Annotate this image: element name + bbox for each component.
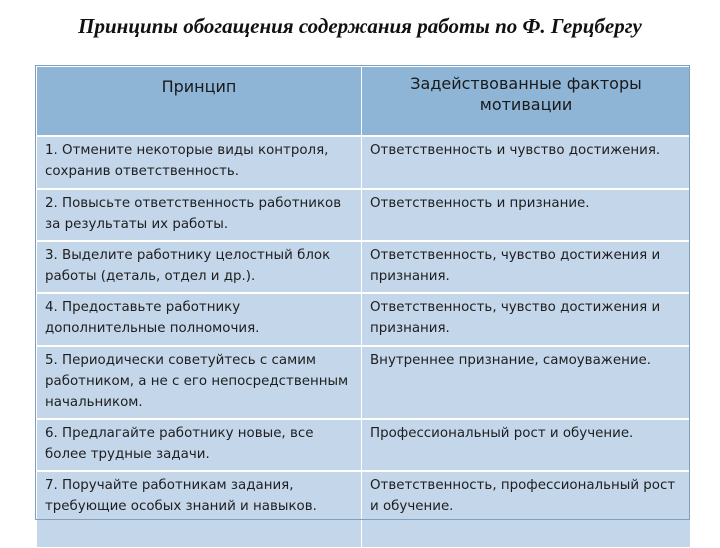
table-row [37,346,691,419]
factors-cell: Ответственность и чувство достижения. [362,136,691,189]
table-row [37,189,691,241]
factors-cell: Ответственность и признание. [362,189,691,241]
factors-cell: Внутреннее признание, самоуважение. [362,346,691,419]
principle-cell: 2. Повысьте ответственность работников за результаты их работы. [37,189,362,241]
factors-cell: Профессиональный рост и обучение. [362,419,691,471]
column-header-factors: Задействованные факторы мотивации [362,67,691,137]
factors-cell: Ответственность, чувство достижения и признания. [362,241,691,293]
table-row [37,241,691,293]
table-row [37,293,691,346]
table-row [37,419,691,471]
principle-cell: 6. Предлагайте работнику новые, все более трудные задачи. [37,419,362,471]
principle-cell: 7. Поручайте работникам задания, требующие особых знаний и навыков. [37,471,362,548]
principle-cell: 3. Выделите работнику целостный блок работы (деталь, отдел и др.). [37,241,362,293]
principles-table [36,66,691,548]
page-title: Принципы обогащения содержания работы по Ф. Герцбергу [78,14,642,38]
table-header-row [37,67,691,137]
factors-cell: Ответственность, чувство достижения и признания. [362,293,691,346]
factors-cell: Ответственность, профессиональный рост и обучение. [362,471,691,548]
column-header-principle: Принцип [37,67,362,137]
table-row [37,471,691,548]
principle-cell: 4. Предоставьте работнику дополнительные полномочия. [37,293,362,346]
principle-cell: 5. Периодически советуйтесь с самим работником, а не с его непосредственным начальником. [37,346,362,419]
table-row [37,136,691,189]
principle-cell: 1. Отмените некоторые виды контроля, сохранив ответственность. [37,136,362,189]
